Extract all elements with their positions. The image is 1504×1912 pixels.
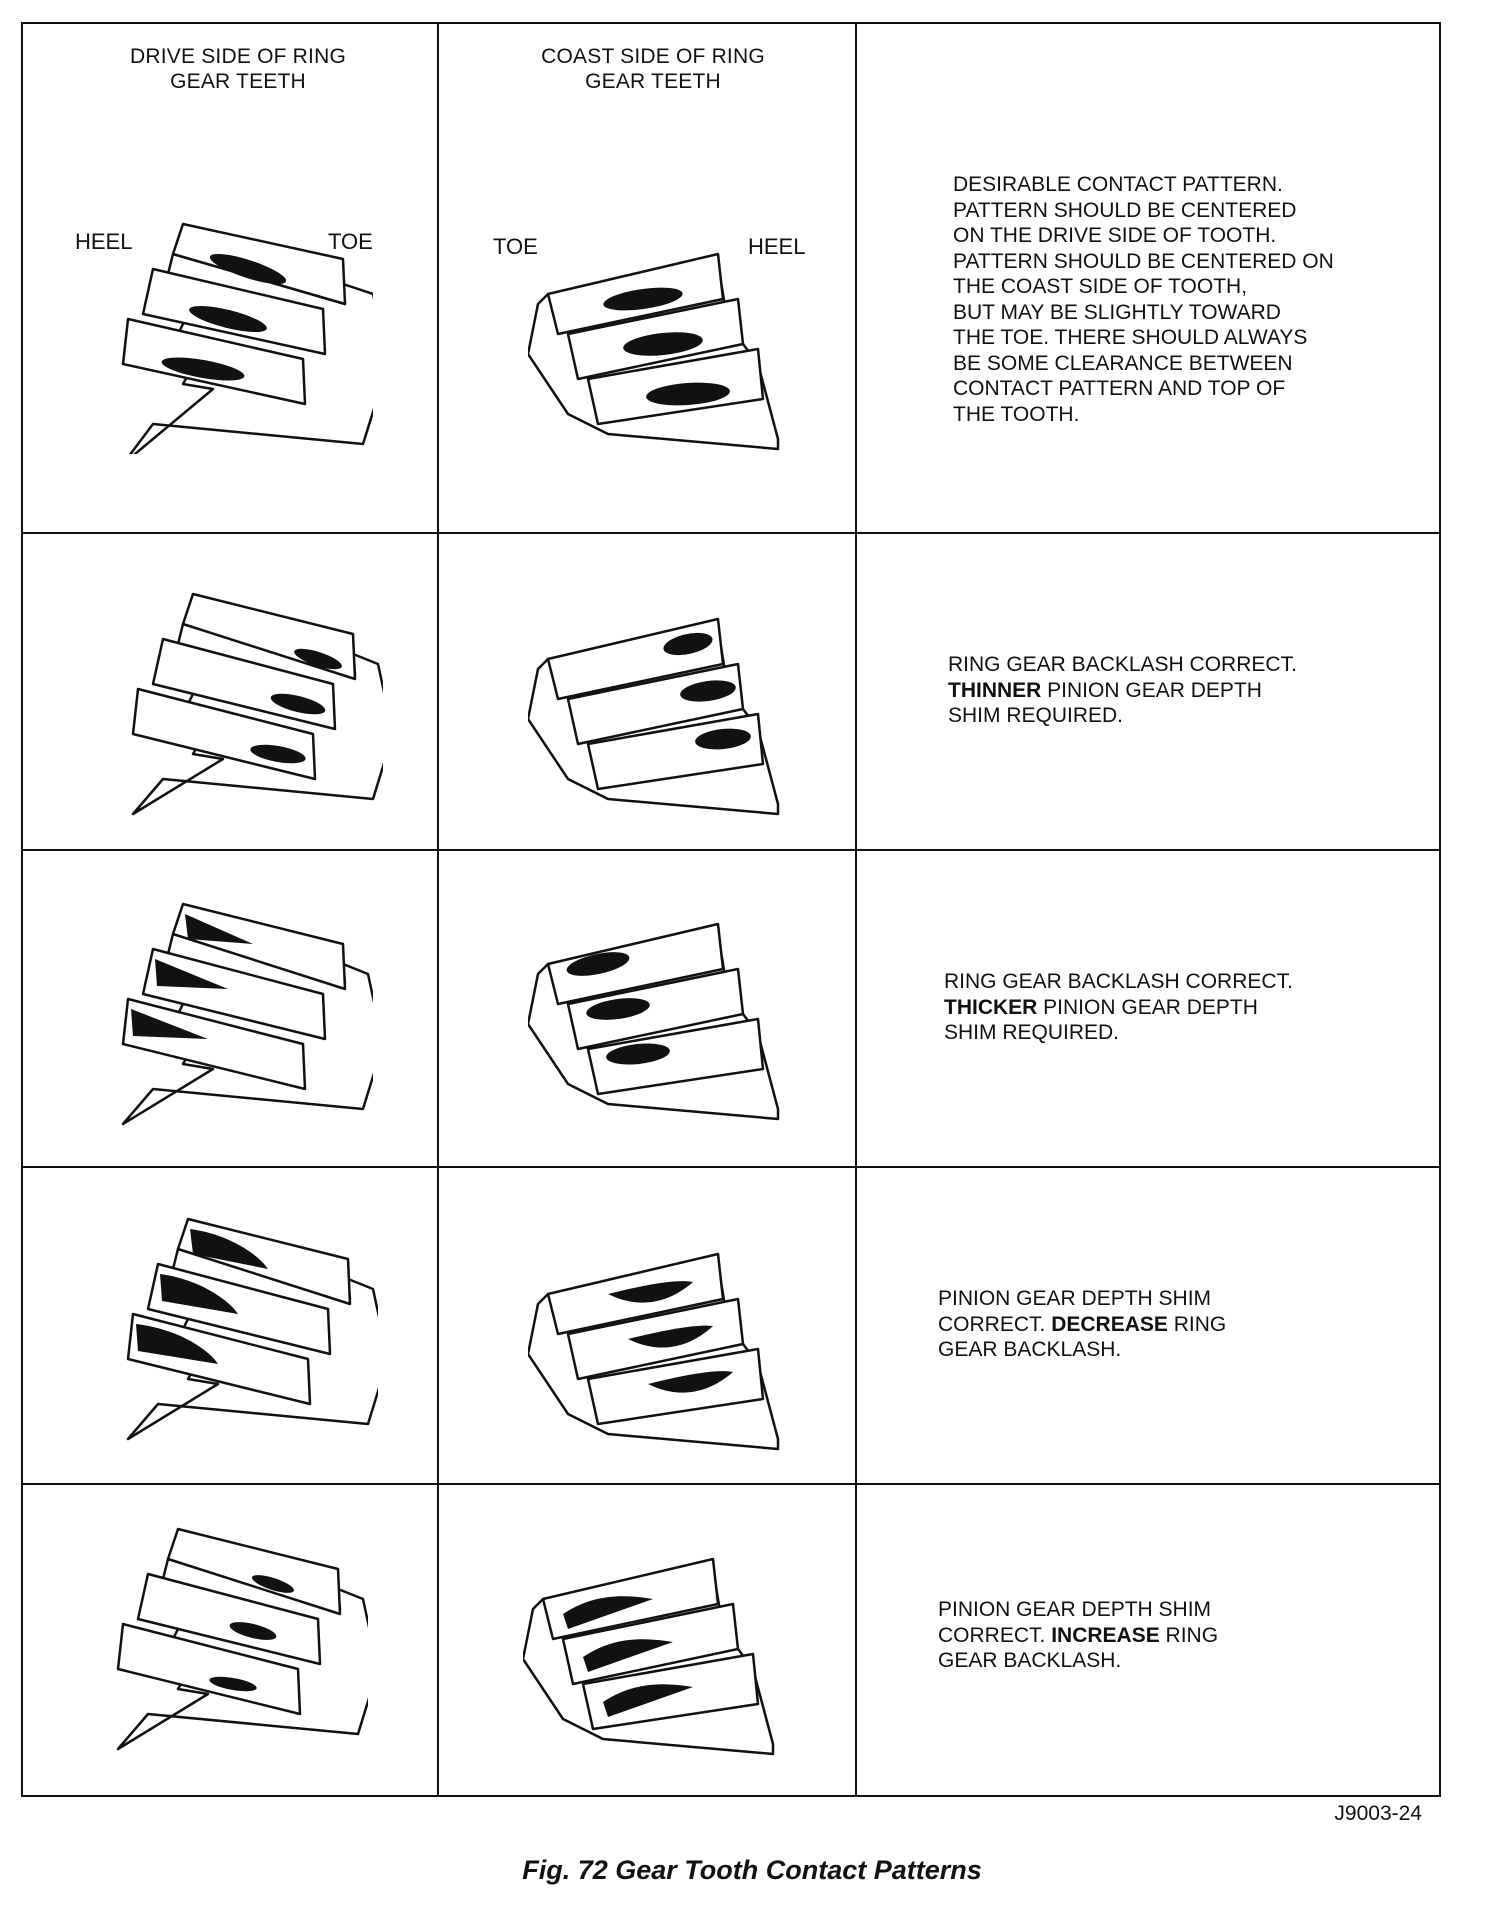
desc-text: CORRECT. [938,1623,1052,1647]
desc-line [948,678,1297,704]
drive-toe-label: TOE [328,229,373,254]
drive-side-gear-illustration [118,1209,378,1449]
drive-side-gear-illustration [123,584,383,824]
drive-side-header: DRIVE SIDE OF RING GEAR TEETH [130,45,346,93]
drive-heel-label: HEEL [75,229,133,254]
desc-line: THE COAST SIDE OF TOOTH, [953,275,1248,298]
desc-line: PATTERN SHOULD BE CENTERED [953,198,1297,222]
desc-line: THE TOE. THERE SHOULD ALWAYS [953,326,1308,349]
desc-line: PINION GEAR DEPTH SHIM [938,1598,1212,1621]
coast-toe-label: TOE [493,234,538,259]
desc-line: RING GEAR BACKLASH CORRECT. [944,970,1293,993]
coast-side-gear-illustration [528,1234,798,1474]
desc-line [938,1312,1226,1338]
desc-line: GEAR BACKLASH. [938,1338,1122,1361]
desc-line: DESIRABLE CONTACT PATTERN. [953,173,1283,196]
coast-side-header: COAST SIDE OF RING GEAR TEETH [541,45,765,93]
row-divider [23,1166,1439,1168]
drive-side-gear-illustration [108,1519,368,1759]
row-5-description [938,1597,1218,1674]
desc-line: SHIM REQUIRED. [948,704,1124,727]
desc-text: RING [1159,1623,1219,1647]
desc-text: PINION GEAR DEPTH [1041,678,1262,702]
emphasis-word: DECREASE [1051,1312,1168,1336]
coast-heel-label: HEEL [748,234,806,259]
row-1-description [953,172,1334,427]
desc-line: CONTACT PATTERN AND TOP OF [953,377,1286,400]
contact-pattern-table [21,22,1441,1797]
desc-line: BE SOME CLEARANCE BETWEEN [953,351,1293,375]
row-divider [23,1483,1439,1485]
coast-side-gear-illustration [528,599,798,839]
emphasis-word: THINNER [948,678,1042,702]
desc-line: PATTERN SHOULD BE CENTERED ON [953,249,1334,273]
coast-side-gear-illustration [528,904,798,1144]
figure-id: J9003-24 [1334,1802,1422,1825]
desc-line: RING GEAR BACKLASH CORRECT. [948,653,1297,676]
desc-line: GEAR BACKLASH. [938,1649,1122,1672]
column-divider [437,24,439,1795]
coast-side-gear-illustration [528,234,798,474]
emphasis-word: THICKER [944,995,1038,1019]
desc-line [944,995,1293,1021]
desc-text: CORRECT. [938,1312,1052,1336]
coast-side-gear-illustration [523,1539,793,1779]
column-divider [855,24,857,1795]
emphasis-word: INCREASE [1051,1623,1160,1647]
drive-side-gear-illustration [113,214,373,454]
desc-line: PINION GEAR DEPTH SHIM [938,1287,1212,1310]
desc-text: RING [1167,1312,1227,1336]
row-3-description [944,969,1293,1046]
desc-line: ON THE DRIVE SIDE OF TOOTH. [953,224,1277,247]
desc-line: SHIM REQUIRED. [944,1021,1120,1044]
drive-side-gear-illustration [113,894,373,1134]
figure-caption: Fig. 72 Gear Tooth Contact Patterns [522,1855,982,1885]
desc-text: PINION GEAR DEPTH [1037,995,1258,1019]
desc-line: BUT MAY BE SLIGHTLY TOWARD [953,300,1281,324]
desc-line: THE TOOTH. [953,402,1080,426]
row-divider [23,532,1439,534]
row-4-description [938,1286,1226,1363]
desc-line [938,1623,1218,1649]
row-divider [23,849,1439,851]
row-2-description [948,652,1297,729]
